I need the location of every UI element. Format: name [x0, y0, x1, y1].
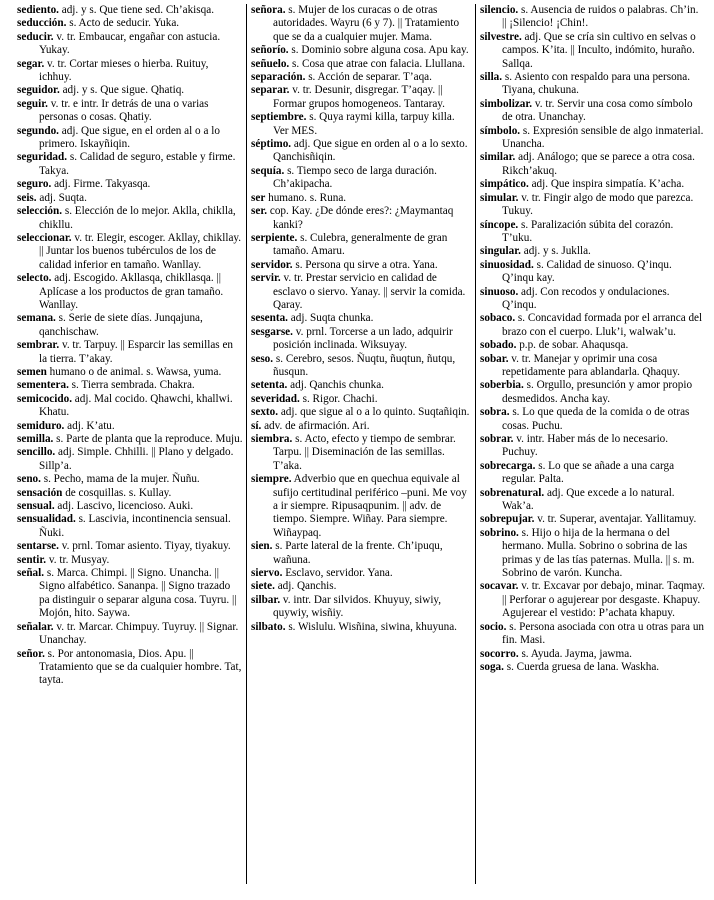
entry-definition: s. Concavidad formada por el arranca del brazo con el cuerpo. Lluk’i, walwak’u.	[502, 312, 703, 338]
entry-headword: seguro.	[17, 178, 52, 191]
entry-definition: adj. Que inspira simpatía. K’acha.	[528, 178, 685, 191]
entry-headword: septiembre.	[251, 111, 307, 124]
entry-definition: s. Rigor. Chachi.	[299, 392, 378, 405]
dictionary-entry	[251, 205, 471, 232]
dictionary-entry	[251, 580, 471, 593]
dictionary-entry	[480, 648, 705, 661]
entry-definition: s. Calidad de sinuoso. Q’inqu. Q’inqu kay.	[502, 258, 672, 285]
entry-definition: s. Parte de planta que la reproduce. Muju.	[53, 433, 243, 445]
entry-headword: simbolizar.	[480, 97, 533, 110]
entry-headword: semicocido.	[17, 392, 72, 405]
dictionary-entry	[480, 312, 705, 339]
entry-headword: setenta.	[251, 379, 288, 392]
entry-definition: s. Expresión sensible de algo inmaterial. Unancha.	[502, 124, 704, 151]
entry-definition: s. Lo que queda de la comida o de otras cosas. Puchu.	[502, 406, 690, 432]
dictionary-entry	[251, 259, 471, 272]
entry-definition: s. Mujer de los curacas o de otras autoridades. Wayru (6 y 7). || Tratamiento que se da a cualquier mujer. Mama.	[273, 4, 460, 43]
entry-headword: sien.	[251, 540, 273, 553]
entry-definition: adj. Lascivo, licencioso. Auki.	[54, 500, 194, 513]
dictionary-entry	[251, 192, 471, 205]
dictionary-entry	[480, 286, 705, 313]
dictionary-entry	[251, 473, 471, 540]
entry-headword: siervo.	[251, 567, 283, 580]
entry-headword: semilla.	[17, 433, 54, 445]
entry-headword: sobaco.	[480, 312, 516, 325]
entry-headword: ser	[251, 191, 266, 204]
entry-headword: sediento.	[17, 4, 59, 16]
entry-definition: s. Asiento con respaldo para una persona. Tiyana, chukuna.	[502, 71, 691, 97]
entry-headword: seducir.	[17, 30, 54, 43]
dictionary-entry	[480, 621, 705, 648]
entry-definition: v. tr. Manejar y oprimir una cosa repetidamente para ablandarla. Qhaquy.	[502, 352, 680, 378]
dictionary-entry	[17, 151, 243, 178]
dictionary-entry	[17, 554, 243, 567]
dictionary-entry	[480, 245, 705, 258]
entry-definition: s. Orgullo, presunción y amor propio desmedidos. Ancha kay.	[502, 379, 693, 405]
entry-headword: sobrenatural.	[480, 486, 545, 499]
entry-definition: s. Pecho, mama de la mujer. Ñuñu.	[40, 473, 200, 486]
entry-definition: s. Quya raymi killa, tarpuy killa. Ver MES.	[273, 111, 455, 137]
entry-headword: soberbia.	[480, 379, 524, 392]
entry-definition: v. tr. Tarpuy. || Esparcir las semillas en la tierra. T’akay.	[39, 339, 234, 365]
dictionary-entry	[17, 648, 243, 688]
entry-headword: siete.	[251, 580, 275, 593]
entry-headword: seguridad.	[17, 151, 68, 164]
entry-headword: sobrar.	[480, 433, 514, 445]
entry-definition: adj. y s. Que tiene sed. Ch’akisqa.	[58, 4, 214, 16]
entry-definition: s. Acto de seducir. Yuka.	[66, 17, 180, 30]
entry-headword: similar.	[480, 151, 516, 164]
dictionary-entry	[480, 379, 705, 406]
entry-definition: humano. s. Runa.	[265, 191, 347, 204]
entry-definition: s. Elección de lo mejor. Aklla, chiklla, chikllu.	[39, 205, 236, 231]
entry-headword: sobrecarga.	[480, 459, 536, 472]
entry-headword: servidor.	[251, 258, 293, 271]
entry-definition: v. tr. e intr. Ir detrás de una o varias personas o cosas. Qhatiy.	[39, 97, 209, 124]
entry-definition: s. Marca. Chimpi. || Signo. Unancha. || Signo alfabético. Sananpa. || Signo trazado pa distinguir o separar alguna cosa. Tuyru. || Mojón, hito. Saywa.	[39, 567, 237, 620]
dictionary-entry	[251, 621, 471, 634]
dictionary-entry	[251, 420, 471, 433]
dictionary-entry	[17, 312, 243, 339]
dictionary-entry	[17, 339, 243, 366]
dictionary-entry	[480, 151, 705, 178]
entry-headword: seducción.	[17, 17, 67, 30]
dictionary-entry	[17, 205, 243, 232]
entry-headword: símbolo.	[480, 124, 521, 137]
entry-definition: s. Persona qu sirve a otra. Yana.	[292, 258, 438, 271]
dictionary-entry	[251, 84, 471, 111]
dictionary-entry	[17, 4, 243, 17]
entry-definition: adj. Mal cocido. Qhawchi, khallwi. Khatu.	[39, 392, 233, 419]
entry-headword: simpático.	[480, 178, 529, 191]
entry-definition: v. tr. Prestar servicio en calidad de esclavo o siervo. Yanay. || servir la comida. Qaray.	[273, 272, 466, 311]
column-divider	[246, 4, 247, 884]
entry-headword: silla.	[480, 71, 503, 84]
entry-headword: sobrepujar.	[480, 513, 535, 526]
entry-headword: segundo.	[17, 124, 59, 137]
entry-definition: adj. y s. Juklla.	[520, 245, 591, 258]
entry-definition: s. Serie de siete días. Junqajuna, qanchischaw.	[39, 312, 203, 338]
entry-headword: segar.	[17, 57, 45, 70]
entry-headword: sensación	[17, 486, 63, 499]
entry-definition: s. Ayuda. Jayma, jawma.	[518, 647, 632, 660]
dictionary-entry	[480, 219, 705, 246]
entry-headword: siempre.	[251, 473, 292, 486]
entry-headword: sequía.	[251, 164, 285, 177]
dictionary-entry	[17, 58, 243, 85]
entry-definition: adj. Qanchis.	[274, 580, 337, 593]
entry-headword: seguidor.	[17, 84, 60, 97]
entry-definition: s. Hijo o hija de la hermana o del hermano. Mulla. Sobrino o sobrina de las primas y de las tías paternas. Mulla. || s. m. Sobrino de varón. Kuncha.	[502, 526, 695, 580]
entry-headword: semiduro.	[17, 419, 65, 432]
entry-headword: separar.	[251, 84, 290, 97]
dictionary-entry	[480, 192, 705, 219]
entry-definition: s. Wislulu. Wisñina, siwina, khuyuna.	[285, 620, 457, 633]
entry-definition: v. prnl. Tomar asiento. Tiyay, tiyakuy.	[58, 540, 231, 553]
entry-definition: s. Por antonomasia, Dios. Apu. || Tratamiento que se da cualquier hombre. Tat, tayta.	[39, 647, 242, 687]
dictionary-entry	[251, 326, 471, 353]
entry-headword: sobra.	[480, 406, 510, 419]
dictionary-entry	[17, 420, 243, 433]
dictionary-entry	[480, 125, 705, 152]
dictionary-entry	[480, 178, 705, 191]
dictionary-entry	[17, 621, 243, 648]
entry-headword: selección.	[17, 205, 63, 218]
dictionary-entry	[17, 31, 243, 58]
entry-definition: adj. Simple. Chhilli. || Plano y delgado. Sillp’a.	[39, 446, 234, 472]
dictionary-entry	[251, 111, 471, 138]
entry-definition: s. Paralización súbita del corazón. T’uku.	[502, 218, 674, 244]
entry-definition: adj. que sigue al o a lo quinto. Suqtañiqin.	[278, 406, 470, 419]
dictionary-entry	[251, 44, 471, 57]
entry-headword: silvestre.	[480, 30, 522, 43]
entry-headword: señor.	[17, 647, 45, 660]
dictionary-entry	[480, 513, 705, 526]
entry-definition: de cosquillas. s. Kullay.	[62, 486, 172, 499]
entry-headword: sentarse.	[17, 540, 59, 553]
entry-definition: s. Acto, efecto y tiempo de sembrar. Tarpu. || Diseminación de las semillas. T’aka.	[273, 433, 456, 472]
dictionary-entry	[251, 58, 471, 71]
entry-definition: s. Ausencia de ruidos o palabras. Ch’in. || ¡Silencio! ¡Chin!.	[502, 4, 699, 30]
entry-definition: adj. Suqta chunka.	[287, 312, 374, 325]
entry-definition: s. Lascivia, incontinencia sensual. Ñuki.	[39, 513, 231, 539]
dictionary-entry	[17, 567, 243, 621]
dictionary-entry	[251, 232, 471, 259]
dictionary-entry	[480, 259, 705, 286]
entry-headword: sesgarse.	[251, 325, 293, 338]
dictionary-entry	[251, 272, 471, 312]
dictionary-entry	[480, 661, 705, 674]
entry-headword: seis.	[17, 191, 37, 204]
entry-definition: v. tr. Desunir, disgregar. T’aqay. || Formar grupos homogeneos. Tantaray.	[273, 84, 445, 110]
entry-definition: v. prnl. Torcerse a un lado, adquirir posición inclinada. Wiksuyay.	[273, 325, 453, 352]
dictionary-entry	[480, 71, 705, 98]
dictionary-entry	[251, 567, 471, 580]
entry-definition: adj. Escogido. Akllasqa, chikllasqa. || Aplícase a los productos de gran tamaño. Wanllay.	[39, 272, 224, 311]
entry-definition: v. tr. Servir una cosa como símbolo de otra. Unanchay.	[502, 97, 693, 124]
dictionary-entry	[251, 138, 471, 165]
entry-definition: v. tr. Superar, aventajar. Yallitamuy.	[534, 513, 697, 526]
dictionary-entry	[480, 433, 705, 460]
entry-definition: cop. Kay. ¿De dónde eres?: ¿Maymantaq kanki?	[267, 205, 454, 231]
entry-definition: adj. K’atu.	[64, 419, 115, 432]
dictionary-entry	[17, 178, 243, 191]
dictionary-entry	[251, 379, 471, 392]
dictionary-entry	[251, 406, 471, 419]
entry-definition: s. Dominio sobre alguna cosa. Apu kay.	[288, 44, 469, 57]
entry-headword: silbato.	[251, 620, 286, 633]
entry-headword: seso.	[251, 352, 274, 365]
entry-headword: siembra.	[251, 433, 293, 445]
entry-headword: semana.	[17, 312, 56, 325]
dictionary-entry	[17, 272, 243, 312]
entry-definition: adj. Análogo; que se parece a otra cosa. Rikch’akuq.	[502, 151, 695, 177]
entry-definition: Esclavo, servidor. Yana.	[282, 567, 393, 580]
entry-headword: señora.	[251, 4, 286, 16]
dictionary-entry	[17, 232, 243, 272]
dictionary-entry	[480, 580, 705, 620]
dictionary-entry	[17, 393, 243, 420]
dictionary-entry	[17, 540, 243, 553]
entry-headword: sensual.	[17, 500, 55, 513]
entry-headword: sinuoso.	[480, 285, 519, 298]
entry-headword: socavar.	[480, 580, 519, 593]
entry-headword: seguir.	[17, 97, 48, 110]
entry-definition: adj. Que sigue, en el orden al o a lo primero. Iskayñiqin.	[39, 124, 220, 151]
entry-headword: ser.	[251, 205, 268, 218]
entry-headword: sentir.	[17, 553, 47, 566]
entry-headword: separación.	[251, 71, 306, 84]
entry-definition: adv. de afirmación. Ari.	[261, 419, 370, 432]
entry-definition: adj. Que sigue en orden al o a lo sexto. Qanchisñiqin.	[273, 138, 468, 164]
dictionary-entry	[17, 433, 243, 446]
entry-definition: s. Parte lateral de la frente. Ch’ipuqu, wañuna.	[272, 540, 443, 566]
entry-headword: séptimo.	[251, 138, 292, 151]
entry-headword: servir.	[251, 272, 281, 285]
entry-headword: silencio.	[480, 4, 519, 16]
entry-definition: v. tr. Musyay.	[46, 553, 110, 566]
entry-headword: socio.	[480, 620, 507, 633]
dictionary-entry	[251, 4, 471, 44]
entry-headword: sensualidad.	[17, 513, 76, 526]
entry-definition: s. Calidad de seguro, estable y firme. Takya.	[39, 151, 236, 177]
entry-definition: adj. Firme. Takyasqa.	[51, 178, 151, 191]
dictionary-entry	[251, 71, 471, 84]
entry-definition: v. intr. Dar silvidos. Khuyuy, siwiy, quywiy, wisñiy.	[273, 593, 442, 620]
dictionary-entry	[17, 366, 243, 379]
dictionary-entry	[17, 446, 243, 473]
entry-headword: seno.	[17, 473, 41, 486]
dictionary-entry	[480, 353, 705, 380]
entry-definition: adj. Con recodos y ondulaciones. Q’inqu.	[502, 285, 670, 311]
entry-headword: severidad.	[251, 392, 300, 405]
entry-definition: adj. Que excede a lo natural. Wak’a.	[502, 486, 675, 513]
entry-definition: adj. Que se cría sin cultivo en selvas o campos. K’ita. || Inculto, indómito, huraño. Sallqa.	[502, 30, 696, 70]
dictionary-entry	[251, 312, 471, 325]
dictionary-entry	[251, 540, 471, 567]
dictionary-entry	[251, 433, 471, 473]
entry-headword: soga.	[480, 660, 504, 673]
dictionary-entry	[17, 17, 243, 30]
entry-definition: v. tr. Marcar. Chimpuy. Tuyruy. || Signar. Unanchay.	[39, 620, 239, 647]
dictionary-entry	[480, 98, 705, 125]
entry-headword: serpiente.	[251, 231, 298, 244]
entry-definition: s. Acción de separar. T’aqa.	[305, 71, 432, 84]
entry-definition: s. Cosa que atrae con falacia. Llullana.	[289, 57, 466, 70]
entry-definition: adj. Qanchis chunka.	[287, 379, 384, 392]
entry-headword: síncope.	[480, 218, 519, 231]
dictionary-entry	[17, 500, 243, 513]
entry-headword: sencillo.	[17, 446, 56, 459]
dictionary-entry	[17, 125, 243, 152]
dictionary-entry	[17, 84, 243, 97]
entry-definition: s. Culebra, generalmente de gran tamaño. Amaru.	[273, 231, 448, 258]
entry-definition: v. intr. Haber más de lo necesario. Puchuy.	[502, 433, 669, 459]
dictionary-entry	[480, 406, 705, 433]
entry-definition: v. tr. Embaucar, engañar con astucia. Yukay.	[39, 30, 221, 57]
entry-headword: sí.	[251, 419, 262, 432]
entry-definition: s. Lo que se añade a una carga regular. Palta.	[502, 459, 675, 486]
entry-definition: s. Cerebro, sesos. Ñuqtu, ñuqtun, ñutqu, ñusqun.	[273, 352, 456, 378]
dictionary-entry	[251, 353, 471, 380]
entry-definition: humano o de animal. s. Wawsa, yuma.	[46, 365, 222, 378]
entry-definition: v. tr. Cortar mieses o hierba. Ruituy, ichhuy.	[39, 57, 209, 84]
entry-headword: sinuosidad.	[480, 258, 534, 271]
dictionary-entry	[480, 339, 705, 352]
dictionary-entry	[480, 460, 705, 487]
dictionary-entry	[251, 165, 471, 192]
entry-headword: socorro.	[480, 647, 519, 660]
dictionary-entry	[17, 192, 243, 205]
entry-headword: sembrar.	[17, 339, 60, 352]
entry-headword: señal.	[17, 567, 45, 580]
entry-definition: adj. y s. Que sigue. Qhatiq.	[59, 84, 185, 97]
entry-headword: sobar.	[480, 352, 509, 365]
entry-definition: v. tr. Elegir, escoger. Akllay, chikllay. || Juntar los buenos tubérculos de los de calidad inferior en tamaño. Wanllay.	[39, 231, 242, 271]
entry-headword: sexto.	[251, 406, 279, 419]
column-1	[17, 4, 243, 688]
entry-headword: señalar.	[17, 620, 54, 633]
entry-headword: sesenta.	[251, 312, 288, 325]
entry-headword: semen	[17, 365, 47, 378]
dictionary-entry	[17, 379, 243, 392]
dictionary-entry	[17, 98, 243, 125]
entry-definition: adj. Suqta.	[36, 191, 87, 204]
entry-headword: singular.	[480, 245, 521, 258]
entry-headword: silbar.	[251, 593, 281, 606]
entry-headword: simular.	[480, 191, 519, 204]
entry-definition: p.p. de sobar. Ahaqusqa.	[516, 339, 629, 352]
column-2	[251, 4, 471, 634]
column-3	[480, 4, 705, 674]
dictionary-entry	[480, 487, 705, 514]
entry-headword: señuelo.	[251, 57, 290, 70]
entry-definition: s. Cuerda gruesa de lana. Waskha.	[503, 660, 660, 673]
dictionary-entry	[17, 473, 243, 486]
dictionary-entry	[17, 487, 243, 500]
dictionary-entry	[480, 4, 705, 31]
dictionary-entry	[251, 594, 471, 621]
entry-definition: v. tr. Excavar por debajo, minar. Taqmay. || Perforar o agujerear por desgaste. Khapuy. Agujerear el vestido: P’achata khapuy.	[502, 580, 705, 620]
dictionary-entry	[480, 31, 705, 71]
dictionary-entry	[251, 393, 471, 406]
entry-headword: sobado.	[480, 339, 517, 352]
entry-definition: s. Tierra sembrada. Chakra.	[68, 379, 195, 392]
entry-definition: s. Tiempo seco de larga duración. Ch’akipacha.	[273, 164, 437, 191]
entry-headword: señorío.	[251, 44, 289, 57]
entry-headword: seleccionar.	[17, 231, 72, 244]
dictionary-entry	[17, 513, 243, 540]
entry-definition: Adverbio que en quechua equivale al sufijo certitudinal periférico –puni. Me voy a ir siempre. Ripusaqpunim. || adv. de tiempo. Siempre. Wiñay. Para siempre. Wiñaypaq.	[273, 473, 467, 539]
entry-headword: selecto.	[17, 272, 52, 285]
entry-headword: sementera.	[17, 379, 69, 392]
entry-definition: v. tr. Fingir algo de modo que parezca. Tukuy.	[502, 191, 694, 218]
column-divider	[475, 4, 476, 884]
entry-definition: s. Persona asociada con otra u otras para un fin. Masi.	[502, 620, 705, 647]
dictionary-entry	[480, 527, 705, 581]
entry-headword: sobrino.	[480, 526, 519, 539]
